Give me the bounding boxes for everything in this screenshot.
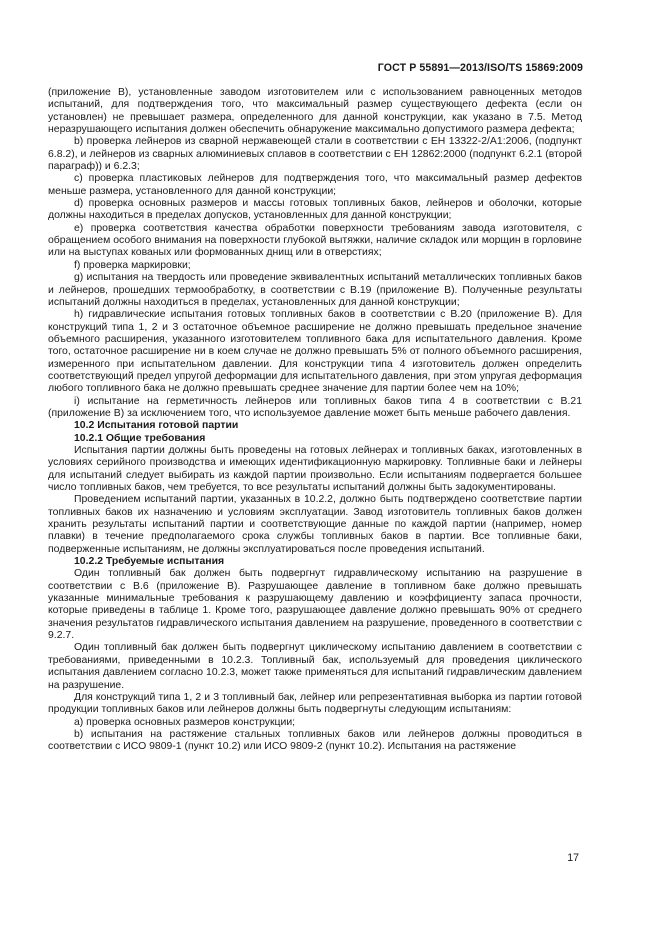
section-heading-10-2-1: 10.2.1 Общие требования — [74, 432, 206, 444]
paragraph: Испытания партии должны быть проведены на готовых лейнерах и топливных баках, изготовленных в условиях серийного производства и имеющих идентификационную маркировку. Топливные баки и лейнеры для испытаний следует выбирать из каждой партии произвольно. Если испытаниям подвергается большее число топливных баков, чем требуется, то все результаты испытаний должны быть задокументированы. — [48, 444, 582, 493]
list-item-h: h) гидравлические испытания готовых топливных баков в соответствии с В.20 (приложение В). Для конструкций типа 1, 2 и 3 остаточное объемное расширение не должно превышать предельное значение объемного расширения, указанного изготовителем топливного бака для испытательного давления. Кроме того, остаточное расширение ни в коем случае не должно превышать 5% от полного объемного расширения, измеренного при испытательном давлении. Для конструкции типа 4 изготовитель должен определить соответствующий предел упругой деформации для испытательного давления, при этом упругая деформация любого топливного бака не должно превышать среднее значение для партии более чем на 10%; — [48, 309, 582, 395]
list-item-a: a) проверка основных размеров конструкции; — [74, 716, 296, 728]
list-item-c: c) проверка пластиковых лейнеров для подтверждения того, что максимальный размер дефектов меньше размера, установленного для данной конструкции; — [48, 173, 582, 197]
list-item-b: b) испытания на растяжение стальных топливных баков или лейнеров должны проводиться в соответствии с ИСО 9809-1 (пункт 10.2) или ИСО 9809-2 (пункт 10.2). Испытания на растяжение — [48, 728, 582, 753]
section-heading-10-2: 10.2 Испытания готовой партии — [74, 420, 239, 432]
section-heading-10-2-2: 10.2.2 Требуемые испытания — [74, 556, 225, 568]
document-header: ГОСТ Р 55891—2013/ISO/TS 15869:2009 — [377, 62, 583, 74]
list-item-b: b) проверка лейнеров из сварной нержавеющей стали в соответствии с ЕН 13322-2/А1:2006, (подпункт 6.8.2), и лейнеров из сварных алюминиевых сплавов в соответствии с ЕН 12862:2000 (подпункт 6.2.1 (второй параграф)) и 6.2.3; — [48, 136, 582, 173]
list-item-f: f) проверка маркировки; — [74, 259, 191, 271]
list-item-g: g) испытания на твердость или проведение эквивалентных испытаний металлических топливных баков и лейнеров, прошедших термообработку, в соответствии с В.19 (приложение В). Полученные результаты испытаний должны находиться в пределах, установленных для данной конструкции; — [48, 272, 582, 308]
list-item-e: e) проверка соответствия качества обработки поверхности требованиям завода изготовителя, с обращением особого внимания на поверхности глубокой вытяжки, наличие складок или морщин в горловине или на выступах кованых или формованных днищ или в отверстиях; — [48, 222, 582, 259]
document-body — [48, 87, 582, 754]
list-item-i: i) испытание на герметичность лейнеров или топливных баков типа 4 в соответствии с В.21 (приложение В) за исключением того, что используемое давление может быть меньше рабочего давления. — [48, 395, 582, 419]
page-number: 17 — [567, 852, 579, 864]
paragraph: Один топливный бак должен быть подвергнут циклическому испытанию давлением в соответствии с требованиями, приведенными в 10.2.3. Топливный бак, используемый для проведения циклического испытания давлением согласно 10.2.3, может также применяться для испытаний гидравлическим давлением на разрушение. — [48, 642, 582, 691]
paragraph-continuation: (приложение В), установленные заводом изготовителем или с использованием равноценных методов испытаний, для подтверждения того, что максимальный размер существующего дефекта (если он установлен) не превышает размера, определенного для данной конструкции, как указано в 7.5. Метод неразрушающего испытания должен обеспечить обнаружение максимально допустимого размера дефекта; — [48, 87, 582, 136]
paragraph: Проведением испытаний партии, указанных в 10.2.2, должно быть подтверждено соответствие партии топливных баков их назначению и условиям эксплуатации. Завод изготовитель топливных баков должен хранить результаты испытаний партии и соответствующие данные по каждой партии (например, номер плавки) в течение предполагаемого срока службы топливных баков в партии. Все топливные баки, подверженные испытаниям, не должны эксплуатироваться после проведения испытаний. — [48, 494, 582, 555]
paragraph: Для конструкций типа 1, 2 и 3 топливный бак, лейнер или репрезентативная выборка из партии готовой продукции топливных баков или лейнеров должны быть подвергнуты следующим испытаниям: — [48, 691, 582, 716]
paragraph: Один топливный бак должен быть подвергнут гидравлическому испытанию на разрушение в соответствии с В.6 (приложение В). Разрушающее давление в топливном баке должно превышать указанные минимальные требования к разрушающему давлению и коэффициенту запаса прочности, которые приведены в таблице 1. Кроме того, разрушающее давление должно превышать 90% от среднего значения результатов гидравлического испытания давлением на разрушение, проведенного в соответствии с 9.2.7. — [48, 568, 582, 642]
list-item-d: d) проверка основных размеров и массы готовых топливных баков, лейнеров и оболочки, которые должны находиться в пределах допусков, установленных для данной конструкции; — [48, 198, 582, 222]
